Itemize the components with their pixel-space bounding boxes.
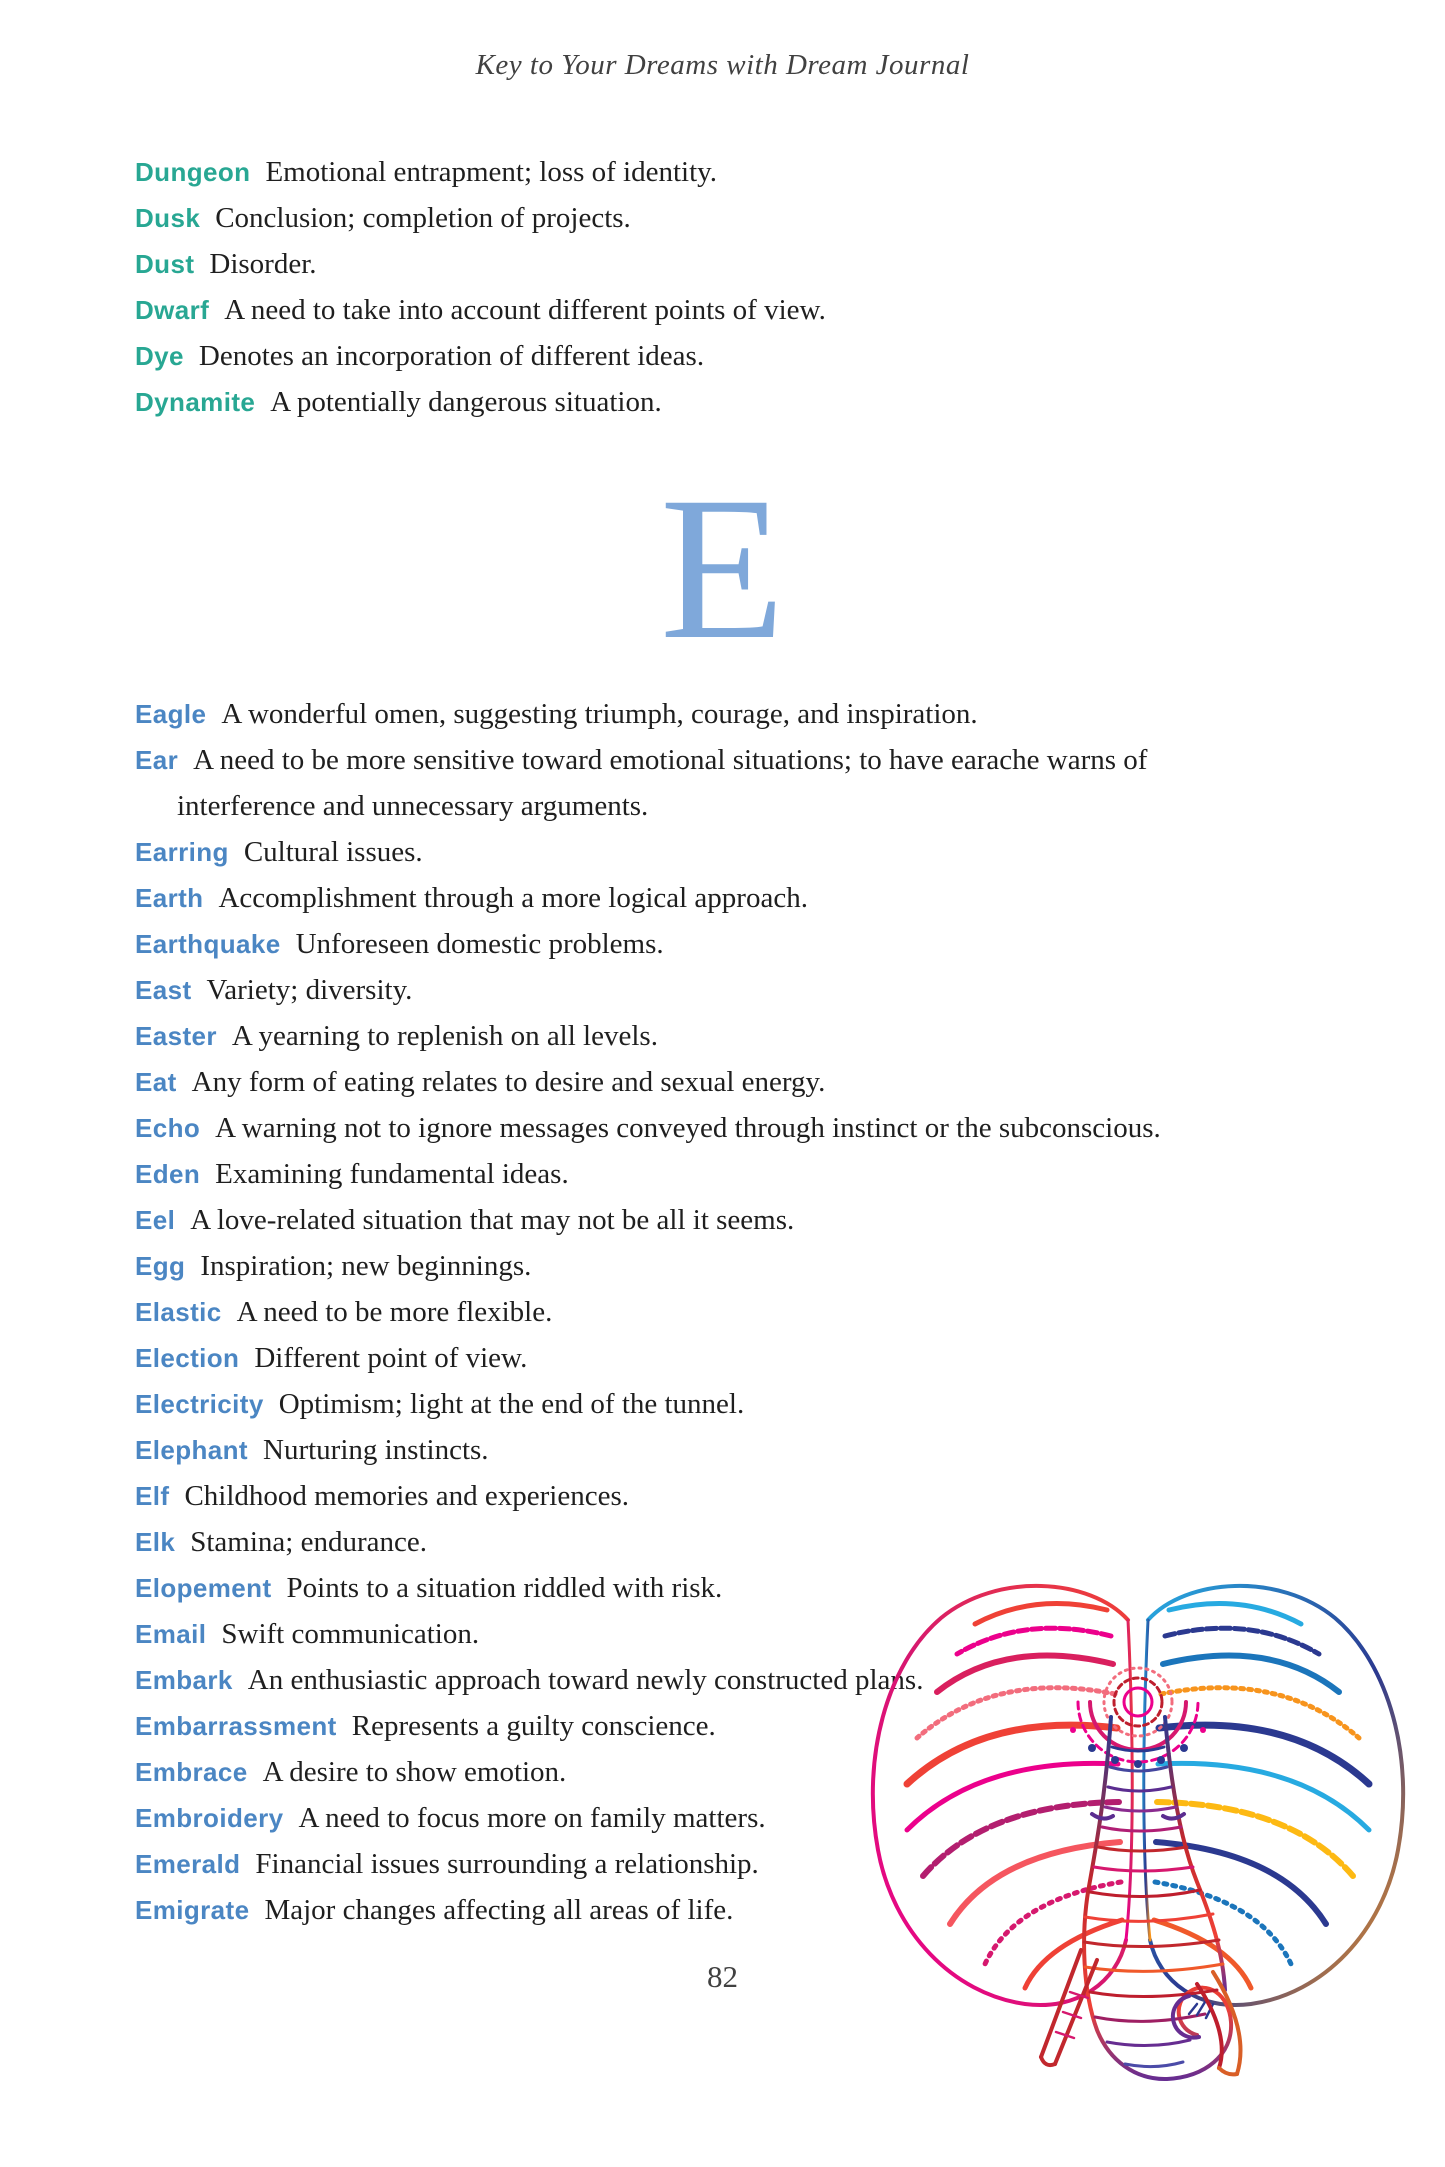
dictionary-entry — [135, 1197, 1200, 1243]
entry-term: Earring — [135, 837, 229, 867]
dictionary-entry — [135, 333, 1200, 379]
entry-definition: Denotes an incorporation of different ideas. — [198, 340, 705, 372]
entry-term: Embrace — [135, 1757, 248, 1787]
entry-definition: Emotional entrapment; loss of identity. — [265, 156, 718, 188]
entry-definition: Unforeseen domestic problems. — [295, 928, 664, 960]
entry-definition: Childhood memories and experiences. — [184, 1480, 629, 1512]
dictionary-entry — [135, 875, 1200, 921]
elephant-illustration — [845, 1552, 1430, 2107]
entry-term: Ear — [135, 745, 179, 775]
dictionary-entry — [135, 1427, 1200, 1473]
entry-definition: A yearning to replenish on all levels. — [231, 1020, 658, 1052]
entry-term: Dwarf — [135, 295, 210, 325]
entry-term: Dynamite — [135, 387, 256, 417]
dictionary-entry — [135, 149, 1200, 195]
tusks — [1041, 1950, 1241, 2074]
entry-term: Electricity — [135, 1389, 264, 1419]
entry-definition: Cultural issues. — [243, 836, 423, 868]
dictionary-entry — [135, 691, 1200, 737]
entry-definition: Examining fundamental ideas. — [215, 1158, 569, 1190]
forehead-mandala — [1070, 1668, 1206, 1768]
dictionary-entry — [135, 379, 1200, 425]
entry-term: Email — [135, 1619, 207, 1649]
dictionary-entry — [135, 1335, 1200, 1381]
entry-term: Emerald — [135, 1849, 241, 1879]
entry-term: Eat — [135, 1067, 177, 1097]
entry-term: Echo — [135, 1113, 201, 1143]
entry-definition: Variety; diversity. — [206, 974, 413, 1006]
entry-term: Elk — [135, 1527, 176, 1557]
entry-term: Embark — [135, 1665, 233, 1695]
entry-definition: Disorder. — [209, 248, 317, 280]
right-ear — [1144, 1586, 1403, 2005]
entry-term: East — [135, 975, 192, 1005]
dictionary-entry — [135, 1059, 1200, 1105]
page-number: 82 — [707, 1959, 738, 1994]
entry-term: Eel — [135, 1205, 176, 1235]
entry-definition: A warning not to ignore messages conveyed through instinct or the subconscious. — [215, 1112, 1161, 1144]
dictionary-entry — [135, 1105, 1200, 1151]
dictionary-entry — [135, 287, 1200, 333]
entry-term: Easter — [135, 1021, 217, 1051]
dictionary-entry — [135, 1243, 1200, 1289]
entry-term: Election — [135, 1343, 240, 1373]
entry-term: Dungeon — [135, 157, 251, 187]
entry-definition: A need to take into account different points of view. — [224, 294, 826, 326]
entry-definition: Stamina; endurance. — [190, 1526, 427, 1558]
dictionary-entry — [135, 1381, 1200, 1427]
entry-term: Earth — [135, 883, 204, 913]
entry-definition: Major changes affecting all areas of life. — [264, 1894, 734, 1926]
entry-definition: A wonderful omen, suggesting triumph, courage, and inspiration. — [221, 698, 978, 730]
entry-definition: A potentially dangerous situation. — [270, 386, 662, 418]
entry-definition: Inspiration; new beginnings. — [200, 1250, 532, 1282]
entry-definition: Different point of view. — [254, 1342, 528, 1374]
entry-definition: Points to a situation riddled with risk. — [286, 1572, 723, 1604]
dictionary-entry — [135, 829, 1200, 875]
entry-definition: A desire to show emotion. — [262, 1756, 567, 1788]
entry-definition: A need to be more sensitive toward emotional situations; to have earache warns of interference and unnecessary arguments. — [177, 744, 1148, 822]
entry-definition: Financial issues surrounding a relationship. — [255, 1848, 759, 1880]
entry-definition: Swift communication. — [221, 1618, 480, 1650]
entry-term: Elephant — [135, 1435, 248, 1465]
dictionary-entry — [135, 921, 1200, 967]
entry-term: Earthquake — [135, 929, 281, 959]
dictionary-entry — [135, 1473, 1200, 1519]
entry-term: Dye — [135, 341, 184, 371]
entry-term: Eagle — [135, 699, 207, 729]
dictionary-entry — [135, 1289, 1200, 1335]
entry-term: Egg — [135, 1251, 186, 1281]
dictionary-entry — [135, 1013, 1200, 1059]
entry-definition: Accomplishment through a more logical approach. — [218, 882, 808, 914]
entry-definition: An enthusiastic approach toward newly constructed plans. — [247, 1664, 924, 1696]
entry-definition: Represents a guilty conscience. — [351, 1710, 716, 1742]
dictionary-entry — [135, 195, 1200, 241]
d-entries-list — [135, 149, 1200, 425]
entry-definition: A need to focus more on family matters. — [298, 1802, 766, 1834]
entry-term: Elf — [135, 1481, 170, 1511]
entry-definition: A need to be more flexible. — [236, 1296, 553, 1328]
dictionary-entry — [135, 737, 1200, 829]
entry-term: Elastic — [135, 1297, 222, 1327]
entry-term: Elopement — [135, 1573, 272, 1603]
entry-term: Eden — [135, 1159, 201, 1189]
dictionary-entry — [135, 1151, 1200, 1197]
entry-definition: Optimism; light at the end of the tunnel. — [278, 1388, 745, 1420]
entry-term: Embarrassment — [135, 1711, 337, 1741]
entry-term: Dusk — [135, 203, 201, 233]
entry-definition: A love-related situation that may not be all it seems. — [190, 1204, 795, 1236]
entry-definition: Any form of eating relates to desire and sexual energy. — [191, 1066, 826, 1098]
entry-term: Emigrate — [135, 1895, 250, 1925]
dictionary-entry — [135, 241, 1200, 287]
running-header: Key to Your Dreams with Dream Journal — [475, 49, 970, 81]
entry-term: Embroidery — [135, 1803, 284, 1833]
dictionary-entry — [135, 967, 1200, 1013]
entry-definition: Conclusion; completion of projects. — [215, 202, 631, 234]
entry-definition: Nurturing instincts. — [263, 1434, 489, 1466]
section-letter: E — [659, 455, 786, 682]
entry-term: Dust — [135, 249, 195, 279]
